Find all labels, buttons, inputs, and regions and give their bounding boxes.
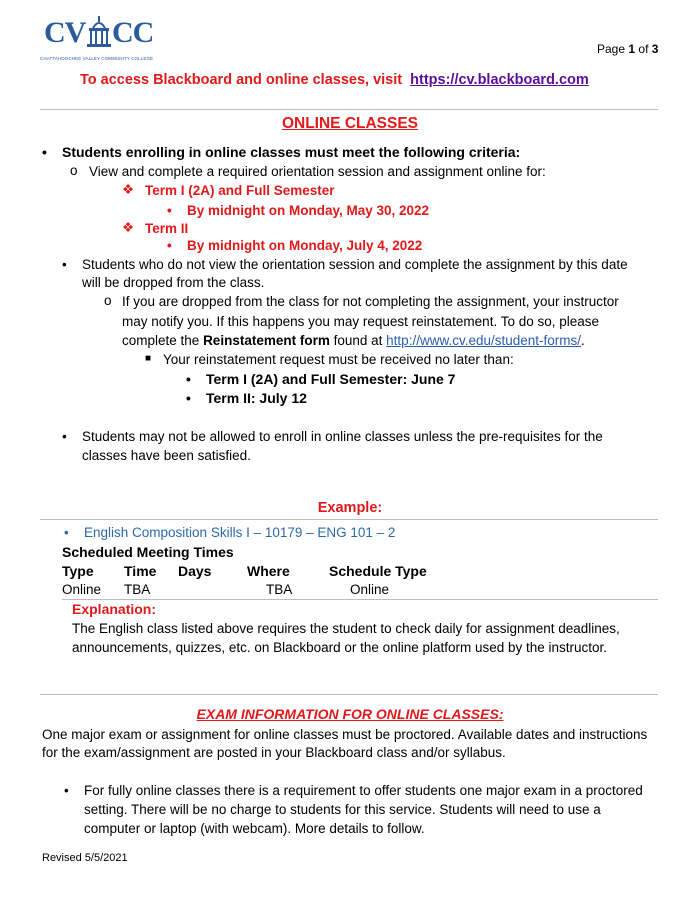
page-total: 3 <box>651 42 659 56</box>
exam-para-line-2: for the exam/assignment are posted in your Blackboard class and/or syllabus. <box>42 745 506 760</box>
col-days: Days <box>178 563 212 579</box>
cell-time: TBA <box>124 582 151 597</box>
dropped-line-1: • Students who do not view the orientation session and complete the assignment by this date <box>82 256 628 274</box>
reinstate-pre-text: complete the <box>122 333 200 348</box>
explanation-line-2: announcements, quizzes, etc. on Blackboard or the online platform used by the instructor. <box>72 640 608 655</box>
col-type: Type <box>62 563 94 579</box>
page-label: Page <box>597 42 626 56</box>
col-where: Where <box>247 563 290 579</box>
access-text: To access Blackboard and online classes, visit <box>80 72 403 88</box>
revised-date: Revised 5/5/2021 <box>42 852 128 864</box>
logo-cv-text: CV <box>44 16 86 49</box>
reinstatement-form-label: Reinstatement form <box>203 333 330 348</box>
exam-bullet-line-2: setting. There will be no charge to students for this service. Students will need to use a <box>84 802 601 817</box>
page-number <box>597 40 658 58</box>
prereq-line-2: classes have been satisfied. <box>82 448 251 463</box>
col-time: Time <box>124 563 157 579</box>
exam-para-line-1: One major exam or assignment for online classes must be proctored. Available dates and instructions <box>42 727 648 742</box>
explanation-title: Explanation: <box>72 601 157 617</box>
request-line: Your reinstatement request must be received no later than: <box>163 352 514 367</box>
orientation-item: View and complete a required orientation session and assignment online for: <box>89 164 546 179</box>
cell-type: Online <box>62 582 102 597</box>
dropped-line-2: will be dropped from the class. <box>82 275 265 290</box>
divider <box>62 599 658 600</box>
cell-schedule-type: Online <box>350 582 390 597</box>
term1-label: Term I (2A) and Full Semester <box>145 183 335 198</box>
term2-label: Term II <box>145 221 189 236</box>
access-line <box>80 72 589 88</box>
logo-subtitle: CHATTAHOOCHEE VALLEY COMMUNITY COLLEGE <box>40 56 154 61</box>
circle-bullet-icon: o <box>70 163 78 178</box>
col-schedule-type: Schedule Type <box>329 563 427 579</box>
term2-deadline: • By midnight on Monday, July 4, 2022 <box>187 237 422 255</box>
reinstate-line-1: If you are dropped from the class for not completing the assignment, your instructor <box>122 294 619 309</box>
term1-deadline: • By midnight on Monday, May 30, 2022 <box>187 202 429 220</box>
diamond-bullet-icon: ❖ <box>122 220 135 235</box>
reinstate-line-3 <box>122 332 585 350</box>
online-classes-title: ONLINE CLASSES <box>281 115 419 132</box>
criteria-heading: • Students enrolling in online classes must meet the following criteria: <box>62 143 520 161</box>
college-logo <box>40 14 154 61</box>
explanation-line-1: The English class listed above requires the student to check daily for assignment deadlines, <box>72 621 620 636</box>
meeting-heading: Scheduled Meeting Times <box>62 544 234 560</box>
square-bullet-icon: ■ <box>145 353 152 364</box>
exam-bullet-line-3: computer or laptop (with webcam). More details to follow. <box>84 821 425 836</box>
page-current: 1 <box>628 42 636 56</box>
building-icon <box>84 14 114 50</box>
logo-cc-text: CC <box>112 16 154 49</box>
divider <box>40 109 658 110</box>
diamond-bullet-icon: ❖ <box>122 182 135 197</box>
reinstate-end-text: . <box>581 333 585 348</box>
student-forms-link[interactable]: http://www.cv.edu/student-forms/ <box>386 333 581 348</box>
reinstate-mid-text: found at <box>333 333 383 348</box>
divider <box>40 519 658 520</box>
request-term1: • Term I (2A) and Full Semester: June 7 <box>206 370 455 388</box>
request-term2: • Term II: July 12 <box>206 389 307 407</box>
exam-bullet-line-1: • For fully online classes there is a requirement to offer students one major exam in a proctored <box>84 782 643 800</box>
circle-bullet-icon: o <box>104 293 112 308</box>
page-of: of <box>638 42 649 56</box>
example-course: • English Composition Skills I – 10179 – ENG 101 – 2 <box>84 524 395 542</box>
cell-where: TBA <box>266 582 293 597</box>
reinstate-line-2: may notify you. If this happens you may request reinstatement. To do so, please <box>122 314 600 329</box>
example-title: Example: <box>317 500 383 516</box>
prereq-line-1: • Students may not be allowed to enroll in online classes unless the pre-requisites for the <box>82 428 603 446</box>
blackboard-link[interactable]: https://cv.blackboard.com <box>410 72 589 88</box>
exam-title: EXAM INFORMATION FOR ONLINE CLASSES: <box>196 706 504 722</box>
divider <box>40 694 658 695</box>
